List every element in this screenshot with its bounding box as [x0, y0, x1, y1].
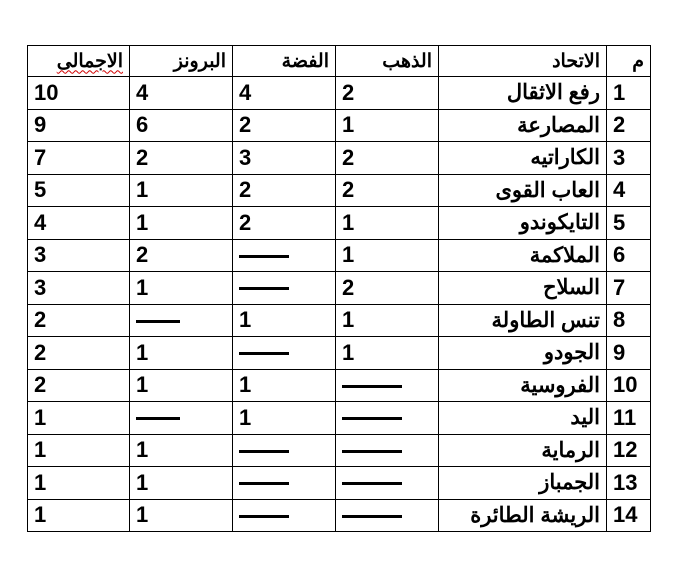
cell-num: 14 [607, 499, 651, 532]
header-silver: الفضة [233, 46, 336, 77]
cell-total: 4 [28, 207, 130, 240]
dash-mark [342, 515, 402, 518]
cell-gold [336, 467, 439, 500]
cell-sport: تنس الطاولة [439, 304, 607, 337]
cell-bronze: 1 [130, 369, 233, 402]
table-row [28, 239, 651, 272]
dash-mark [342, 417, 402, 420]
table-row [28, 467, 651, 500]
medal-table [27, 45, 651, 532]
cell-num: 5 [607, 207, 651, 240]
dash-mark [136, 320, 180, 323]
cell-silver: 3 [233, 142, 336, 175]
cell-total: 1 [28, 434, 130, 467]
dash-mark [136, 417, 180, 420]
header-row [28, 46, 651, 77]
cell-bronze [130, 402, 233, 435]
cell-bronze: 2 [130, 239, 233, 272]
cell-gold [336, 434, 439, 467]
dash-mark [239, 255, 289, 258]
cell-bronze: 1 [130, 272, 233, 305]
cell-sport: الجمباز [439, 467, 607, 500]
cell-total: 3 [28, 272, 130, 305]
cell-total: 1 [28, 499, 130, 532]
cell-num: 2 [607, 109, 651, 142]
cell-bronze: 1 [130, 337, 233, 370]
cell-gold [336, 369, 439, 402]
cell-sport: الرماية [439, 434, 607, 467]
table-row [28, 77, 651, 110]
cell-num: 12 [607, 434, 651, 467]
cell-sport: السلاح [439, 272, 607, 305]
cell-total: 1 [28, 402, 130, 435]
cell-sport: المصارعة [439, 109, 607, 142]
dash-mark [342, 450, 402, 453]
cell-bronze: 1 [130, 499, 233, 532]
dash-mark [239, 287, 289, 290]
cell-bronze: 2 [130, 142, 233, 175]
dash-mark [342, 385, 402, 388]
cell-gold: 1 [336, 304, 439, 337]
table-body [28, 77, 651, 532]
cell-num: 1 [607, 77, 651, 110]
cell-bronze: 1 [130, 174, 233, 207]
cell-sport: الفروسية [439, 369, 607, 402]
cell-silver [233, 499, 336, 532]
cell-num: 9 [607, 337, 651, 370]
cell-silver [233, 337, 336, 370]
header-gold: الذهب [336, 46, 439, 77]
dash-mark [239, 352, 289, 355]
cell-gold: 1 [336, 239, 439, 272]
cell-silver [233, 467, 336, 500]
cell-silver: 2 [233, 109, 336, 142]
cell-num: 6 [607, 239, 651, 272]
cell-silver [233, 272, 336, 305]
cell-sport: اليد [439, 402, 607, 435]
header-total [28, 46, 130, 77]
cell-sport: رفع الاثقال [439, 77, 607, 110]
cell-num: 10 [607, 369, 651, 402]
table-row [28, 499, 651, 532]
table-row [28, 272, 651, 305]
cell-gold: 1 [336, 337, 439, 370]
table-row [28, 207, 651, 240]
dash-mark [342, 482, 402, 485]
cell-gold: 2 [336, 142, 439, 175]
table-row [28, 402, 651, 435]
cell-total: 7 [28, 142, 130, 175]
header-bronze: البرونز [130, 46, 233, 77]
cell-sport: العاب القوى [439, 174, 607, 207]
dash-mark [239, 515, 289, 518]
cell-total: 2 [28, 304, 130, 337]
cell-silver: 1 [233, 402, 336, 435]
table-row [28, 109, 651, 142]
cell-silver: 2 [233, 207, 336, 240]
cell-sport: التايكوندو [439, 207, 607, 240]
cell-bronze: 6 [130, 109, 233, 142]
header-num: م [607, 46, 651, 77]
cell-gold: 2 [336, 174, 439, 207]
cell-total: 10 [28, 77, 130, 110]
cell-gold: 2 [336, 77, 439, 110]
cell-num: 7 [607, 272, 651, 305]
dash-mark [239, 482, 289, 485]
header-sport: الاتحاد [439, 46, 607, 77]
cell-silver: 2 [233, 174, 336, 207]
cell-sport: الجودو [439, 337, 607, 370]
table-row [28, 369, 651, 402]
cell-silver: 4 [233, 77, 336, 110]
table-row [28, 337, 651, 370]
cell-bronze: 4 [130, 77, 233, 110]
cell-total: 1 [28, 467, 130, 500]
cell-sport: الملاكمة [439, 239, 607, 272]
cell-num: 8 [607, 304, 651, 337]
cell-total: 9 [28, 109, 130, 142]
cell-num: 13 [607, 467, 651, 500]
cell-total: 3 [28, 239, 130, 272]
cell-total: 2 [28, 369, 130, 402]
cell-bronze: 1 [130, 434, 233, 467]
cell-num: 4 [607, 174, 651, 207]
cell-silver [233, 434, 336, 467]
cell-total: 2 [28, 337, 130, 370]
cell-silver [233, 239, 336, 272]
cell-gold [336, 402, 439, 435]
cell-gold [336, 499, 439, 532]
cell-bronze: 1 [130, 207, 233, 240]
cell-sport: الريشة الطائرة [439, 499, 607, 532]
cell-num: 11 [607, 402, 651, 435]
table-row [28, 174, 651, 207]
cell-sport: الكاراتيه [439, 142, 607, 175]
cell-gold: 1 [336, 109, 439, 142]
cell-bronze: 1 [130, 467, 233, 500]
header-total-label: الاجمالى [56, 50, 123, 72]
table-row [28, 304, 651, 337]
cell-num: 3 [607, 142, 651, 175]
cell-gold: 2 [336, 272, 439, 305]
cell-silver: 1 [233, 304, 336, 337]
cell-total: 5 [28, 174, 130, 207]
cell-silver: 1 [233, 369, 336, 402]
cell-gold: 1 [336, 207, 439, 240]
table-row [28, 434, 651, 467]
cell-bronze [130, 304, 233, 337]
dash-mark [239, 450, 289, 453]
table-row [28, 142, 651, 175]
